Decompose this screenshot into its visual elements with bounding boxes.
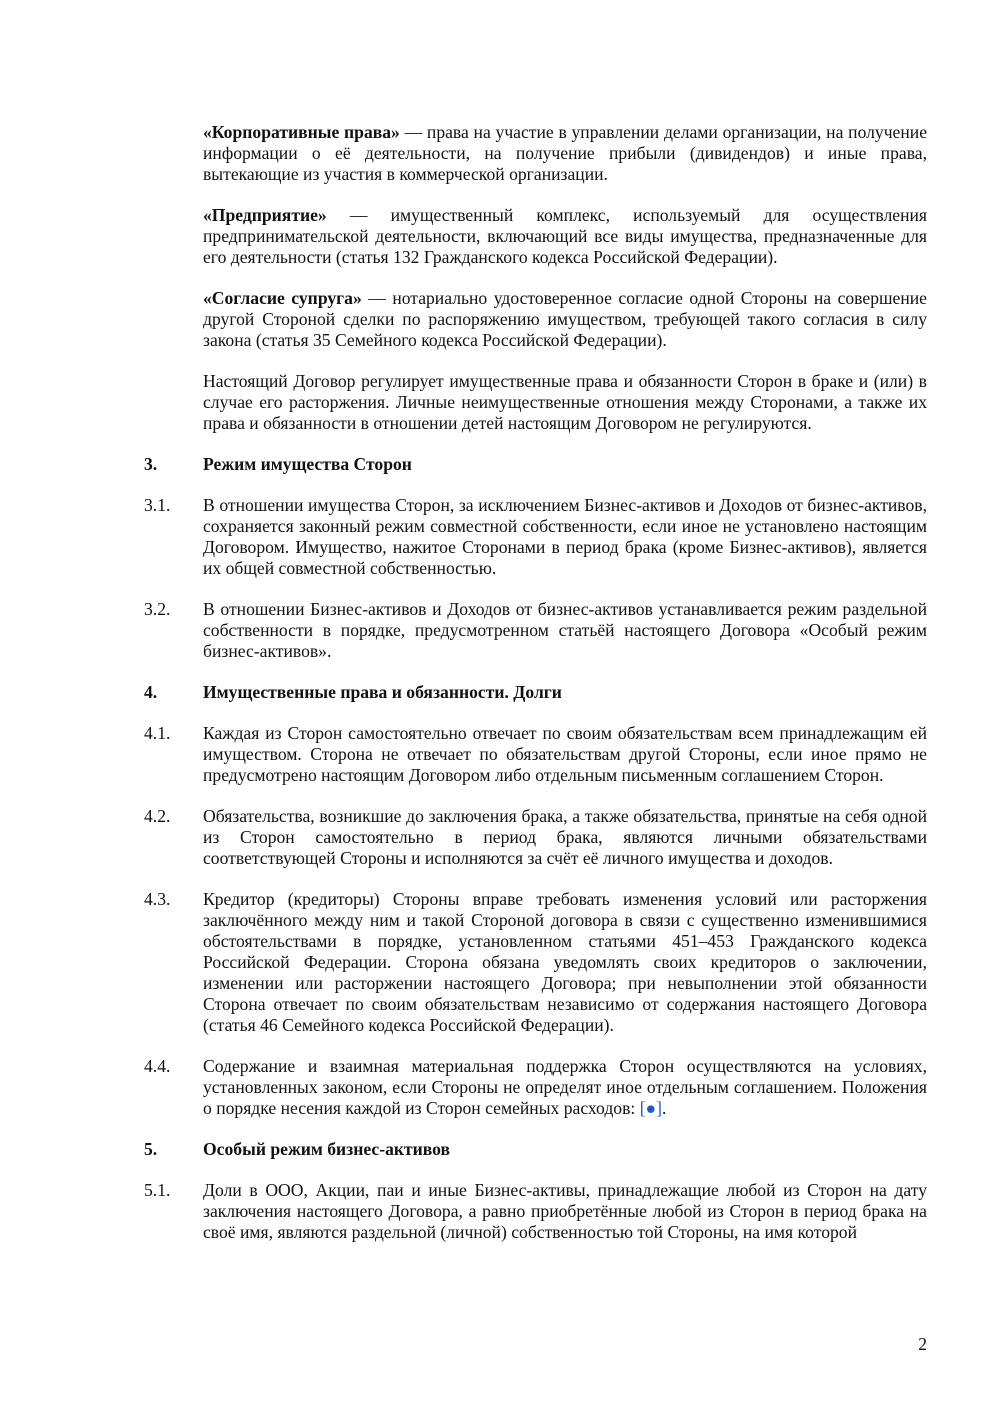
clause-number: 4.4. xyxy=(144,1056,171,1076)
placeholder-marker: [●] xyxy=(639,1098,663,1118)
section-title: Имущественные права и обязанности. Долги xyxy=(203,682,562,702)
clause-text: Кредитор (кредиторы) Стороны вправе требовать изменения условий или расторжения заключённого между ним и такой Стороной договора в связи с существенно изменившимися обстоятельствами в порядке, установленном статьями 451–453 Гражданского кодекса Российской Федерации. Сторона обязана уведомлять своих кредиторов о заключении, изменении или расторжении настоящего Договора; при невыполнении этой обязанности Сторона отвечает по своим обязательствам независимо от содержания настоящего Договора (статья 46 Семейного кодекса Российской Федерации). xyxy=(203,889,927,1035)
clause-number: 4.2. xyxy=(144,806,171,826)
definition-text: — нотариально удостоверенное согласие одной Стороны на совершение другой Стороной сделки по распоряжению имуществом, требующей такого согласия в силу закона (статья 35 Семейного кодекса Российской Федерации). xyxy=(203,288,927,350)
clause-text-suffix: . xyxy=(662,1098,667,1118)
scope-paragraph: Настоящий Договор регулирует имущественные права и обязанности Сторон в браке и (или) в случае его расторжения. Личные неимущественные отношения между Сторонами, а также их права и обязанности в отношении детей настоящим Договором не регулируются. xyxy=(203,371,927,433)
clause-4-1 xyxy=(0,723,1000,786)
definition-text: — имущественный комплекс, используемый для осуществления предпринимательской деятельности, включающий все виды имущества, предназначенные для его деятельности (статья 132 Гражданского кодекса Российской Федерации). xyxy=(203,205,927,267)
clause-4-2 xyxy=(0,806,1000,869)
section-number: 5. xyxy=(144,1139,158,1159)
document-body xyxy=(0,122,1000,1263)
definition-text: — права на участие в управлении делами организации, на получение информации о её деятельности, на получение прибыли (дивидендов) и иные права, вытекающие из участия в коммерческой организации. xyxy=(203,122,928,184)
section-title: Особый режим бизнес-активов xyxy=(203,1139,451,1159)
clause-text: В отношении Бизнес-активов и Доходов от бизнес-активов устанавливается режим раздельной собственности в порядке, предусмотренном статьёй настоящего Договора «Особый режим бизнес-активов». xyxy=(203,599,927,661)
clause-text-wrapper xyxy=(203,1056,927,1119)
section-heading-4 xyxy=(0,682,1000,703)
clause-text: Доли в ООО, Акции, паи и иные Бизнес-активы, принадлежащие любой из Сторон на дату заключения настоящего Договора, а равно приобретённые любой из Сторон в период брака на своё имя, являются раздельной (личной) собственностью той Стороны, на имя которой xyxy=(203,1180,927,1242)
definition-enterprise xyxy=(203,205,927,268)
section-number: 3. xyxy=(144,454,158,474)
definition-term: «Согласие супруга» xyxy=(203,288,362,308)
clause-number: 5.1. xyxy=(144,1180,171,1200)
clause-text: В отношении имущества Сторон, за исключением Бизнес-активов и Доходов от бизнес-активов, сохраняется законный режим совместной собственности, если иное не установлено настоящим Договором. Имущество, нажитое Сторонами в период брака (кроме Бизнес-активов), является их общей совместной собственностью. xyxy=(203,495,927,578)
clause-text: Содержание и взаимная материальная поддержка Сторон осуществляются на условиях, установленных законом, если Стороны не определят иное отдельным соглашением. Положения о порядке несения каждой из Сторон семейных расходов: xyxy=(203,1056,927,1118)
page-number: 2 xyxy=(918,1334,927,1354)
definition-term: «Корпоративные права» xyxy=(203,122,400,142)
clause-3-2 xyxy=(0,599,1000,662)
clause-number: 4.3. xyxy=(144,889,171,909)
clause-text: Каждая из Сторон самостоятельно отвечает по своим обязательствам всем принадлежащим ей имуществом. Сторона не отвечает по обязательствам другой Стороны, если иное прямо не предусмотрено настоящим Договором либо отдельным письменным соглашением Сторон. xyxy=(203,723,927,785)
section-title: Режим имущества Сторон xyxy=(203,454,412,474)
clause-number: 4.1. xyxy=(144,723,171,743)
clause-number: 3.2. xyxy=(144,599,171,619)
clause-text: Обязательства, возникшие до заключения брака, а также обязательства, принятые на себя одной из Сторон самостоятельно в период брака, являются личными обязательствами соответствующей Стороны и исполняются за счёт её личного имущества и доходов. xyxy=(203,806,927,868)
clause-4-3 xyxy=(0,889,1000,1036)
section-heading-5 xyxy=(0,1139,1000,1160)
section-number: 4. xyxy=(144,682,158,702)
section-heading-3 xyxy=(0,454,1000,475)
clause-number: 3.1. xyxy=(144,495,171,515)
clause-3-1 xyxy=(0,495,1000,579)
definition-term: «Предприятие» xyxy=(203,205,327,225)
definition-spouse-consent xyxy=(203,288,927,351)
clause-5-1 xyxy=(0,1180,1000,1243)
definition-corporate-rights xyxy=(203,122,927,185)
clause-4-4 xyxy=(0,1056,1000,1119)
